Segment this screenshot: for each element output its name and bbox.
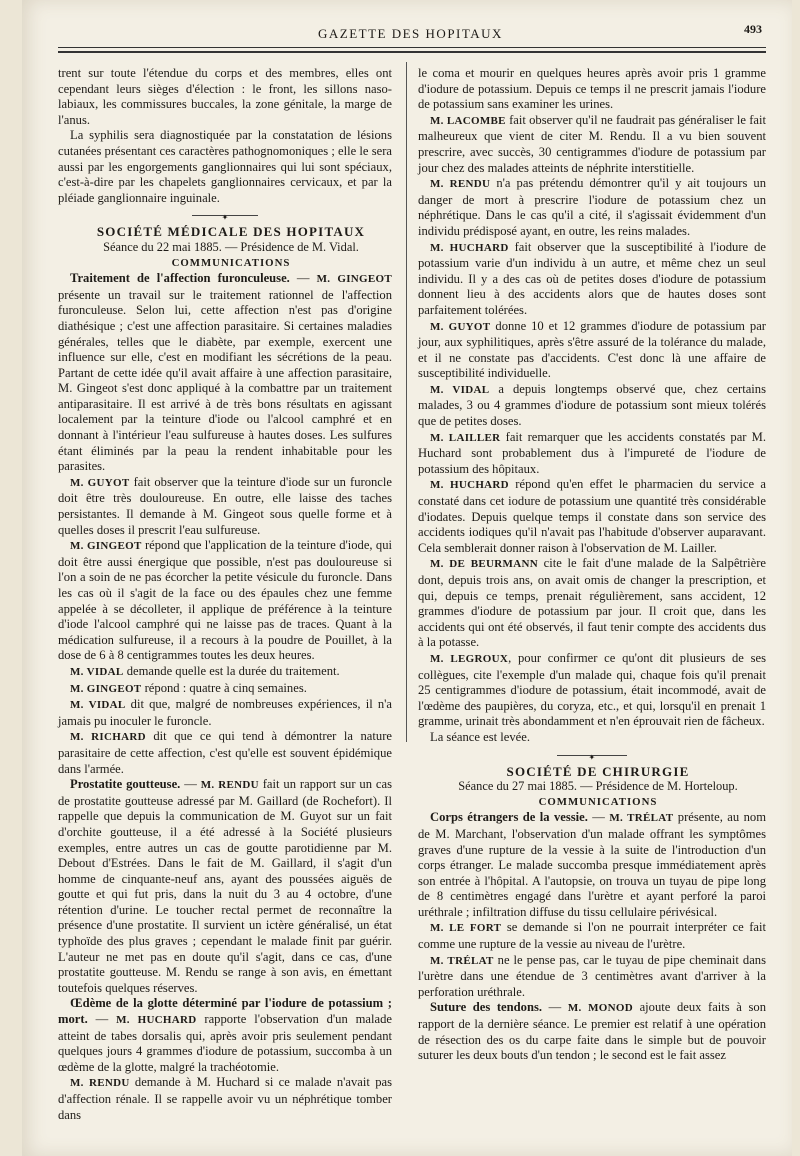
- paragraph: [418, 651, 766, 730]
- speaker-name: M. RICHARD: [70, 731, 146, 744]
- speaker-name: M. LACOMBE: [430, 114, 506, 127]
- speaker-name: M. GINGEOT: [70, 682, 142, 695]
- header-rule: [58, 47, 766, 48]
- speaker-name: M. GUYOT: [70, 476, 130, 489]
- speaker-name: M. HUCHARD: [430, 479, 509, 492]
- paragraph: Suture des tendons. — M. MONOD ajoute deux faits à son rapport de la dernière séance. Le premier est relatif à une opération de résection des os du carpe faite dans le simple but de pouvoir suturer les deux bouts d'un tendon ; le second est le fait assez: [418, 1000, 766, 1063]
- paragraph: [58, 697, 392, 729]
- header-rule-thick: [58, 51, 766, 53]
- speaker-name: M. LE FORT: [430, 922, 502, 935]
- paragraph-text: demande à M. Huchard si ce malade n'avait pas d'affection rénale. Il se rappelle avoir vu un néphrétique tomber dans: [58, 1075, 392, 1122]
- topic-title: Traitement de l'affection furonculeuse.: [70, 271, 290, 286]
- paragraph-text: rapporte l'observation d'un malade atteint de tabes dorsalis qui, après avoir pris seulement pendant quelques jours 4 grammes d'iodure de potassium, succomba à un œdème de la glotte, malgré la trachéotomie.: [58, 1012, 393, 1074]
- paragraph: [418, 953, 766, 1001]
- paragraph: [418, 556, 766, 651]
- paragraph: [58, 729, 392, 777]
- paragraph-text: répond qu'en effet le pharmacien du service a constaté dans cet iodure de potassium une quantité très considérable d'iodates. Depuis quelque temps il constate dans son service des accidents iodiques qu'il n'avait pas l'habitude d'observer auparavant. Cela semblerait donner raison à l'observation de M. Lailler.: [418, 477, 766, 555]
- paragraph: [418, 382, 766, 430]
- paragraph-text: fait observer que la teinture d'iode sur un furoncle doit être très douloureuse. En outre, elle laisse des taches persistantes. Il demande à M. Gingeot sous quelle forme et à quelles doses il prescrit l'eau sulfureuse.: [58, 474, 392, 537]
- communications-heading: COMMUNICATIONS: [538, 795, 658, 808]
- left-column: [58, 66, 392, 1123]
- paragraph-text: cite le fait d'une malade de la Salpêtrière dont, depuis trois ans, on avait omis de changer la prescription, et qui, depuis ce temps, prenait régulièrement, sans accident, 12 grammes d'iodure de potassium par jour. Il croit que, dans les accidents qui ont été observés, il faut tenir compte des accidents dus à la potasse.: [418, 556, 766, 650]
- communications-heading: COMMUNICATIONS: [171, 256, 291, 269]
- paragraph-text: demande quelle est la durée du traitement.: [126, 663, 340, 678]
- topic-title: Prostatite goutteuse.: [70, 777, 181, 792]
- paragraph-text: fait observer que la susceptibilité à l'iodure de potassium varie d'un individu à un autre, et même chez un seul individu. Il y a des cas où de petites doses d'iodure de potassium donnent lieu à des accidents alors que de hautes doses sont parfaitement tolérées.: [418, 239, 766, 317]
- topic-title: Corps étrangers de la vessie.: [430, 810, 588, 825]
- paragraph: [418, 176, 766, 239]
- paragraph-text: n'a pas prétendu démontrer qu'il y ait toujours un danger de mort à prescrire l'iodure de potassium chez un néphrétique. Dans le cas qu'il a cité, il s'agissait évidemment d'un individu prédisposé ayant, en outre, les reins malades.: [418, 176, 767, 238]
- speaker-name: M. MONOD: [567, 1002, 633, 1015]
- paragraph: [58, 538, 392, 664]
- right-column: [418, 66, 766, 1064]
- paragraph: [418, 240, 766, 319]
- paragraph: Prostatite goutteuse. — M. RENDU fait un rapport sur un cas de prostatite goutteuse adressé par M. Gaillard (de Rochefort). Il rappelle que depuis la communication de M. Guyot sur un fait d'orchite goutteuse, il a été adressé à la Société plusieurs exemples, entre autres un cas de goutte parotidienne par M. Debout d'Estrées. Dans le fait de M. Gaillard, il s'agit d'un homme de cinquante-neuf ans, ayant des poussées aiguës de goutte et qui fut pris, dans la nuit du 3 au 4 octobre, d'une rétention d'urine. Le toucher rectal permet de reconnaître la présence d'une prostatite. Il survient un ictère généralisé, un état typhoïde des plus graves ; cependant le malade finit par guérir. L'auteur ne met pas en doute qu'il s'agit, dans ce cas, d'une prostatite goutteuse. M. Rendu se range à son avis, en émettant toutefois quelques réserves.: [58, 777, 392, 995]
- seance-line: Séance du 22 mai 1885. — Présidence de M. Vidal.: [103, 239, 359, 254]
- paragraph-text: donne 10 et 12 grammes d'iodure de potassium par jour, aux syphilitiques, après s'être assuré de la tolérance du malade, et il ne constate pas d'accidents. C'est donc là une affaire de susceptibilité individuelle.: [418, 318, 767, 381]
- speaker-name: M. TRÉLAT: [430, 954, 494, 967]
- paragraph-text: présente, au nom de M. Marchant, l'observation d'un malade offrant les symptômes graves d'une rupture de la vessie à la suite de l'introduction d'un corps étranger. Le malade succomba presque immédiatement après son entrée à l'hôpital. A l'autopsie, on trouva un tuyau de pipe long de 8 centimètres engagé dans l'urètre et ayant perforé la paroi uréthrale ; infiltration diffuse du tissu cellulaire périvésical.: [418, 810, 766, 919]
- speaker-name: M. HUCHARD: [116, 1014, 197, 1027]
- paragraph: [58, 475, 392, 538]
- speaker-name: M. RENDU: [430, 178, 491, 191]
- paragraph-text: présente un travail sur le traitement rationnel de l'affection furonculeuse. Selon lui, cette affection n'est pas d'origine diathésique ; c'est une affection parasitaire. Si certaines maladies générales, telles que le diabète, par exemple, exercent une influence sur elle, c'est en modifiant les sécrétions de la peau. Partant de cette idée qu'il avait affaire à une affection parasitaire, M. Gingeot s'est donc appliqué à la combattre par un traitement antiparasitaire. Il est arrivé à de très bons résultats en agissant localement par la teinture d'iode ou l'alcool camphré et en donnant à l'intérieur l'eau sulfureuse à hautes doses. Les sulfures étant éliminés par la peau la rendent inhabitable pour les parasites.: [58, 287, 392, 474]
- speaker-name: M. RENDU: [70, 1077, 130, 1090]
- speaker-name: M. LEGROUX: [430, 652, 509, 665]
- paragraph: [58, 1075, 392, 1123]
- section-title: SOCIÉTÉ DE CHIRURGIE: [506, 763, 690, 779]
- speaker-name: M. VIDAL: [70, 699, 126, 712]
- paragraph-text: répond : quatre à cinq semaines.: [144, 680, 307, 695]
- column-divider: [406, 62, 407, 742]
- page-number: 493: [744, 22, 762, 36]
- speaker-name: M. RENDU: [200, 779, 259, 792]
- paragraph: La syphilis sera diagnostiquée par la constatation de lésions cutanées présentant ces caractères pathognomoniques ; elle le sera aussi par les engorgements ganglionnaires qui lui sont spéciaux, c'est-à-dire par les chapelets ganglionnaires cervicaux, et par la pléiade ganglionnaire inguinale.: [58, 128, 392, 205]
- paragraph-text: se demande si l'on ne pourrait interpréter ce fait comme une rupture de la vessie au niveau de l'urètre.: [418, 920, 766, 952]
- speaker-name: M. VIDAL: [430, 383, 490, 396]
- paragraph-text: , pour confirmer ce qu'ont dit plusieurs de ses collègues, cite l'exemple d'un malade qui, chaque fois qu'il prenait 25 centigrammes d'iodure de potassium, était incommodé, avait de l'œdème des paupières, du coryza, etc., et qui, lorsqu'il en prenait 1 gramme, urinait très abondamment et n'en éprouvait rien de fâcheux.: [418, 650, 766, 729]
- paragraph-text: ajoute deux faits à son rapport de la dernière séance. Le premier est relatif à une opération de résection des os du carpe faite dans le simple but de pouvoir suturer les deux bouts d'un tendon ; le second est le fait assez: [418, 1000, 766, 1063]
- speaker-name: M. DE BEURMANN: [430, 558, 538, 571]
- paragraph-text: a depuis longtemps observé que, chez certains malades, 3 ou 4 grammes d'iodure de potassium sont mieux tolérés que de petites doses.: [418, 381, 766, 429]
- paragraph: trent sur toute l'étendue du corps et des membres, elles ont cependant leurs sièges d'élection : le front, les sillons naso-labiaux, les commissures buccales, la zone génitale, la marge de l'anus.: [58, 66, 392, 127]
- speaker-name: M. GUYOT: [430, 320, 491, 333]
- paragraph-text: dit que ce qui tend à démontrer la nature parasitaire de cette affection, c'est qu'elle est souvent épidémique dans l'armée.: [58, 729, 392, 776]
- ornamental-divider: ✦: [58, 210, 392, 220]
- journal-title: GAZETTE DES HOPITAUX: [318, 26, 503, 41]
- page-header: [40, 22, 770, 46]
- paragraph: [58, 664, 392, 681]
- speaker-name: M. TRÉLAT: [609, 812, 674, 825]
- speaker-name: M. GINGEOT: [316, 273, 393, 286]
- paragraph: Traitement de l'affection furonculeuse. — M. GINGEOT présente un travail sur le traitement rationnel de l'affection furonculeuse. Selon lui, cette affection n'est pas d'origine diathésique ; c'est une affection parasitaire. Si certaines maladies générales, telles que le diabète, par exemple, exercent une influence sur elle, c'est en modifiant les sécrétions de la peau. Partant de cette idée qu'il avait affaire à une affection parasitaire, M. Gingeot s'est donc appliqué à la combattre par un traitement antiparasitaire. Il est arrivé à de très bons résultats en agissant localement par la teinture d'iode ou l'alcool camphré et en donnant à l'intérieur l'eau sulfureuse à hautes doses. Les sulfures étant éliminés par la peau la rendent inhabitable pour les parasites.: [58, 271, 393, 474]
- paragraph: [418, 920, 766, 952]
- ornamental-divider: ✦: [418, 750, 766, 760]
- paragraph-text: fait remarquer que les accidents constatés par M. Huchard sont probablement dus à l'impureté de l'iodure de potassium des hôpitaux.: [418, 429, 766, 476]
- paragraph-text: ne le pense pas, car le tuyau de pipe cheminait dans l'urètre dans une étendue de 3 centimètres avant d'arriver à la perforation uréthrale.: [418, 952, 766, 999]
- seance-line: Séance du 27 mai 1885. — Présidence de M. Horteloup.: [458, 779, 738, 794]
- speaker-name: M. GINGEOT: [70, 540, 142, 553]
- paragraph-text: fait un rapport sur un cas de prostatite goutteuse adressé par M. Gaillard (de Rochefort). Il rappelle que depuis la communication de M. Guyot sur un fait d'orchite goutteuse, il a été adressé à la Société plusieurs exemples, entre autres un cas de goutte parotidienne par M. Debout d'Estrées. Dans le fait de M. Gaillard, il s'agit d'un homme de cinquante-neuf ans, ayant des poussées aiguës de goutte et qui fut pris, dans la nuit du 3 au 4 octobre, d'une rétention d'urine. Le toucher rectal permet de reconnaître la présence d'une prostatite. Il survient un ictère généralisé, un état typhoïde des plus graves ; cependant le malade finit par guérir. L'auteur ne met pas en doute qu'il s'agit, dans ce cas, d'une prostatite goutteuse. M. Rendu se range à son avis, en émettant toutefois quelques réserves.: [58, 777, 392, 995]
- topic-title: Suture des tendons.: [430, 1000, 543, 1015]
- paragraph: Œdème de la glotte déterminé par l'iodure de potassium ; mort. — M. HUCHARD rapporte l'observation d'un malade atteint de tabes dorsalis qui, après avoir pris seulement pendant quelques jours 4 grammes d'iodure de potassium, succomba à un œdème de la glotte, malgré la trachéotomie.: [58, 996, 393, 1074]
- speaker-name: M. LAILLER: [430, 431, 501, 444]
- speaker-name: M. VIDAL: [70, 665, 124, 678]
- paragraph-text: dit que, malgré de nombreuses expériences, il n'a jamais pu inoculer le furoncle.: [58, 697, 392, 728]
- speaker-name: M. HUCHARD: [430, 241, 509, 254]
- paragraph: [418, 477, 766, 556]
- paragraph: Corps étrangers de la vessie. — M. TRÉLAT présente, au nom de M. Marchant, l'observation d'un malade offrant les symptômes graves d'une rupture de la vessie à la suite de l'introduction d'un corps étranger. Le malade succomba presque immédiatement après son entrée à l'hôpital. A l'autopsie, on trouva un tuyau de pipe long de 8 centimètres engagé dans l'urètre et ayant perforé la paroi uréthrale ; infiltration diffuse du tissu cellulaire périvésical.: [418, 810, 766, 919]
- section-title: SOCIÉTÉ MÉDICALE DES HOPITAUX: [96, 224, 366, 240]
- paragraph-text: fait observer qu'il ne faudrait pas généraliser le fait malheureux que vient de citer M. Rendu. Il a vu bien souvent prescrire, avec succès, 30 centigrammes d'iodure de potassium par jour chez des malades atteints de néphrite interstitielle.: [418, 112, 766, 175]
- topic-title: Œdème de la glotte déterminé par l'iodure de potassium ; mort.: [58, 996, 392, 1027]
- paragraph: [418, 113, 766, 176]
- paragraph: [418, 319, 766, 382]
- paragraph: le coma et mourir en quelques heures après avoir pris 1 gramme d'iodure de potassium. Depuis ce temps il ne prescrit jamais l'iodure de potassium sans examiner les urines.: [418, 66, 766, 112]
- paragraph: [418, 430, 766, 478]
- closing-line: La séance est levée.: [430, 729, 530, 744]
- paragraph-text: répond que l'application de la teinture d'iode, qui doit être aussi énergique que possible, n'est pas douloureuse si l'on a soin de ne pas écorcher la petite vésicule du furoncle. Dans les cas où il s'agit de la face ou des épaules chez une femme appelée à se décolleter, il applique de préférence à la teinture d'iode l'alcool camphré qui ne laisse pas de traces. Quant à la médication sulfureuse, il a recours à la poudre de Pouillet, à la dose de 6 à 8 centigrammes toutes les deux heures.: [58, 538, 392, 663]
- paragraph: [58, 681, 392, 698]
